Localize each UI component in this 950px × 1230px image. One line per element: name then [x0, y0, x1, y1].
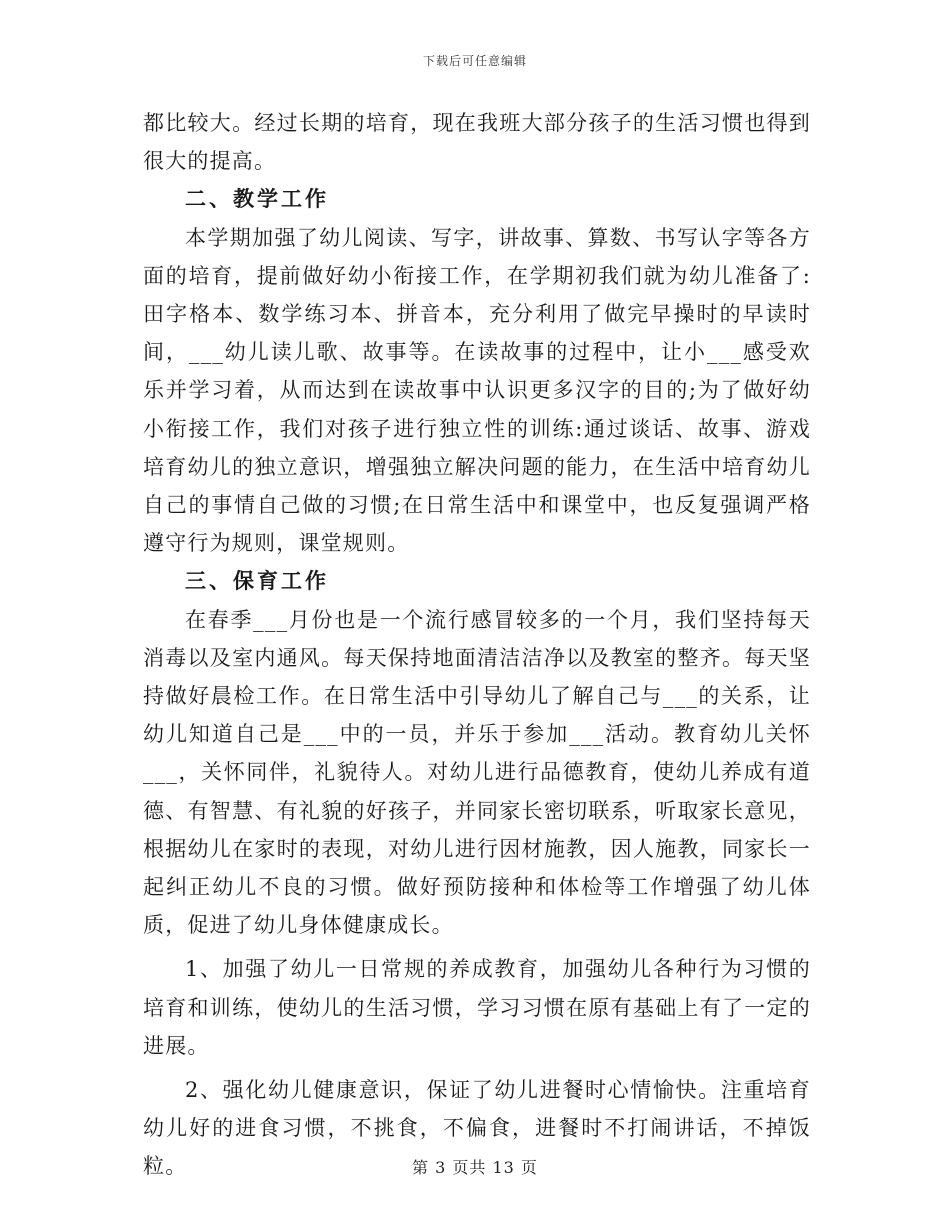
document-body	[143, 104, 811, 1186]
page-footer: 第 3 页共 13 页	[412, 1158, 538, 1177]
section-heading-care: 三、保育工作	[185, 568, 329, 594]
paragraph-item-1: 1、加强了幼儿一日常规的养成教育，加强幼儿各种行为习惯的培育和训练，使幼儿的生活习惯，学习习惯在原有基础上有了一定的进展。	[143, 957, 811, 1058]
paragraph-continued: 都比较大。经过长期的培育，现在我班大部分孩子的生活习惯也得到很大的提高。	[143, 111, 811, 174]
paragraph-item-2: 2、强化幼儿健康意识，保证了幼儿进餐时心情愉快。注重培育幼儿好的进食习惯，不挑食，不偏食，进餐时不打闹讲话，不掉饭粒。	[143, 1078, 811, 1179]
paragraph-teaching: 本学期加强了幼儿阅读、写字，讲故事、算数、书写认字等各方面的培育，提前做好幼小衔接工作，在学期初我们就为幼儿准备了:田字格本、数学练习本、拼音本，充分利用了做完早操时的早读时间，___幼儿读儿歌、故事等。在读故事的过程中，让小___感受欢乐并学习着，从而达到在读故事中认识更多汉字的目的;为了做好幼小衔接工作，我们对孩子进行独立性的训练:通过谈话、故事、游戏培育幼儿的独立意识，增强独立解决问题的能力，在生活中培育幼儿自己的事情自己做的习惯;在日常生活中和课堂中，也反复强调严格遵守行为规则，课堂规则。	[143, 225, 811, 556]
section-heading-teaching: 二、教学工作	[185, 186, 329, 212]
paragraph-care: 在春季___月份也是一个流行感冒较多的一个月，我们坚持每天消毒以及室内通风。每天保持地面清洁洁净以及教室的整齐。每天坚持做好晨检工作。在日常生活中引导幼儿了解自己与___的关系，让幼儿知道自己是___中的一员，并乐于参加___活动。教育幼儿关怀___，关怀同伴，礼貌待人。对幼儿进行品德教育，使幼儿养成有道德、有智慧、有礼貌的好孩子，并同家长密切联系，听取家长意见，根据幼儿在家时的表现，对幼儿进行因材施教，因人施教，同家长一起纠正幼儿不良的习惯。做好预防接种和体检等工作增强了幼儿体质，促进了幼儿身体健康成长。	[143, 607, 811, 938]
page-header: 下载后可任意编辑	[422, 54, 527, 68]
